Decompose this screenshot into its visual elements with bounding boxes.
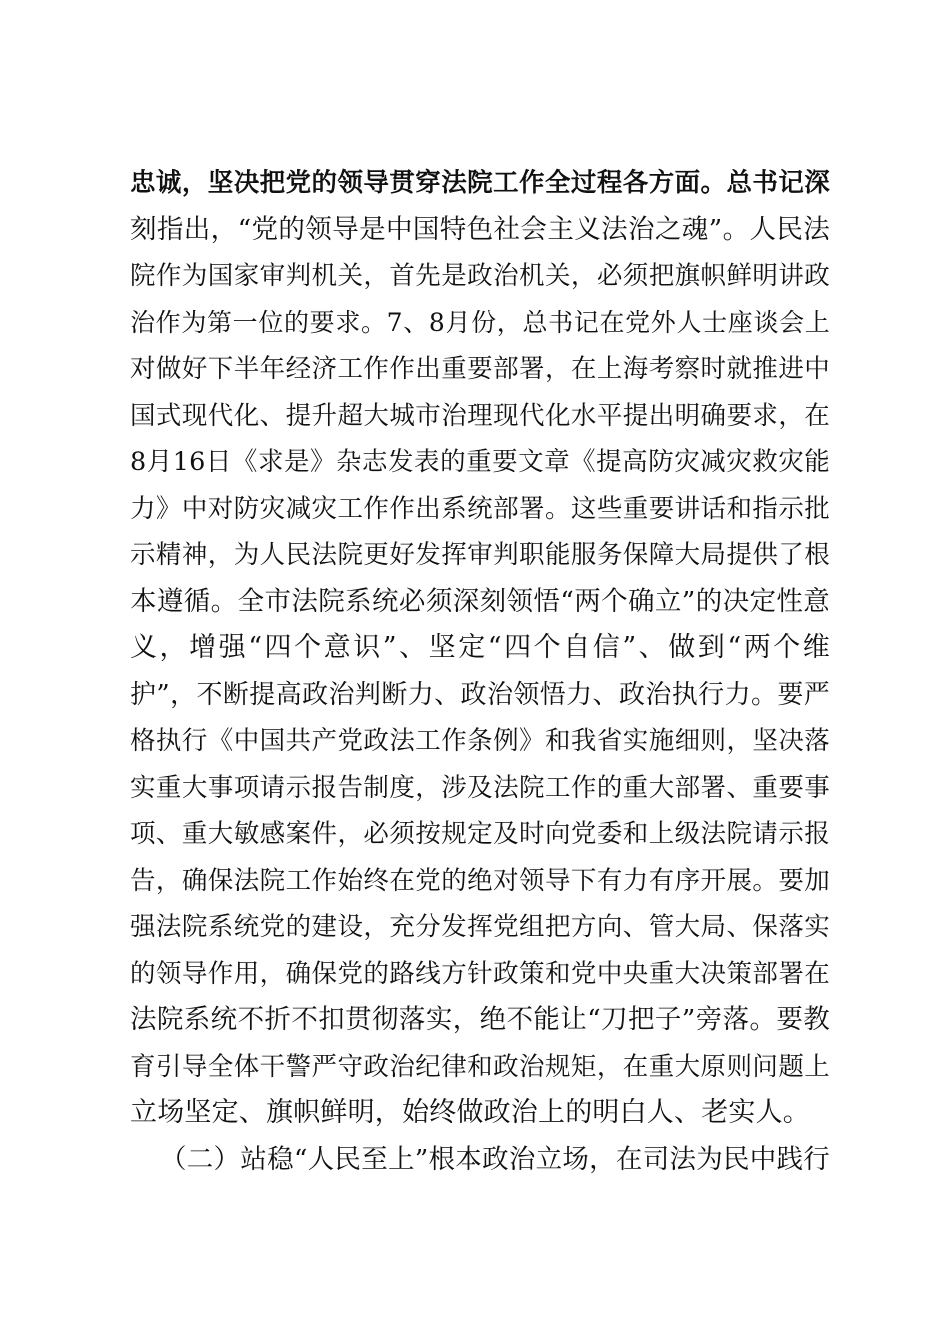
text-line: 治作为第一位的要求。7、8月份，总书记在党外人士座谈会上 xyxy=(130,307,830,337)
text-line: 刻指出，“党的领导是中国特色社会主义法治之魂”。人民法 xyxy=(130,213,830,245)
body-text xyxy=(130,160,830,1183)
text-line: 本遵循。全市法院系统必须深刻领悟“两个确立”的决定性意 xyxy=(130,585,830,617)
text-line: 项、重大敏感案件，必须按规定及时向党委和上级法院请示报 xyxy=(130,819,830,849)
section-heading-line: （二）站稳“人民至上”根本政治立场，在司法为民中践行 xyxy=(160,1143,830,1175)
text-line: 的领导作用，确保党的路线方针政策和党中央重大决策部署在 xyxy=(130,958,830,989)
text-line: 告，确保法院工作始终在党的绝对领导下有力有序开展。要加 xyxy=(130,865,830,896)
text-line: 对做好下半年经济工作作出重要部署，在上海考察时就推进中 xyxy=(130,354,830,384)
text-line: 育引导全体干警严守政治纪律和政治规矩，在重大原则问题上 xyxy=(130,1051,830,1082)
text-line: 实重大事项请示报告制度，涉及法院工作的重大部署、重要事 xyxy=(130,772,830,803)
text-line: 强法院系统党的建设，充分发挥党组把方向、管大局、保落实 xyxy=(130,912,830,942)
text-line: 8月16日《求是》杂志发表的重要文章《提高防灾减灾救灾能 xyxy=(130,447,830,477)
text-line: 格执行《中国共产党政法工作条例》和我省实施细则，坚决落 xyxy=(130,726,830,756)
text-line: 院作为国家审判机关，首先是政治机关，必须把旗帜鲜明讲政 xyxy=(130,261,830,291)
text-line: 力》中对防灾减灾工作作出系统部署。这些重要讲话和指示批 xyxy=(130,493,830,524)
text-line: 法院系统不折不扣贯彻落实，绝不能让“刀把子”旁落。要教 xyxy=(130,1004,830,1035)
text-line: 示精神，为人民法院更好发挥审判职能服务保障大局提供了根 xyxy=(130,540,830,570)
text-line: 忠诚，坚决把党的领导贯穿法院工作全过程各方面。总书记深 xyxy=(130,168,830,198)
text-line: 义，增强“四个意识”、坚定“四个自信”、做到“两个维 xyxy=(130,632,830,663)
text-line: 护”，不断提高政治判断力、政治领悟力、政治执行力。要严 xyxy=(130,679,830,710)
text-line: 国式现代化、提升超大城市治理现代化水平提出明确要求，在 xyxy=(130,400,830,431)
text-line: 立场坚定、旗帜鲜明，始终做政治上的明白人、老实人。 xyxy=(130,1097,810,1128)
